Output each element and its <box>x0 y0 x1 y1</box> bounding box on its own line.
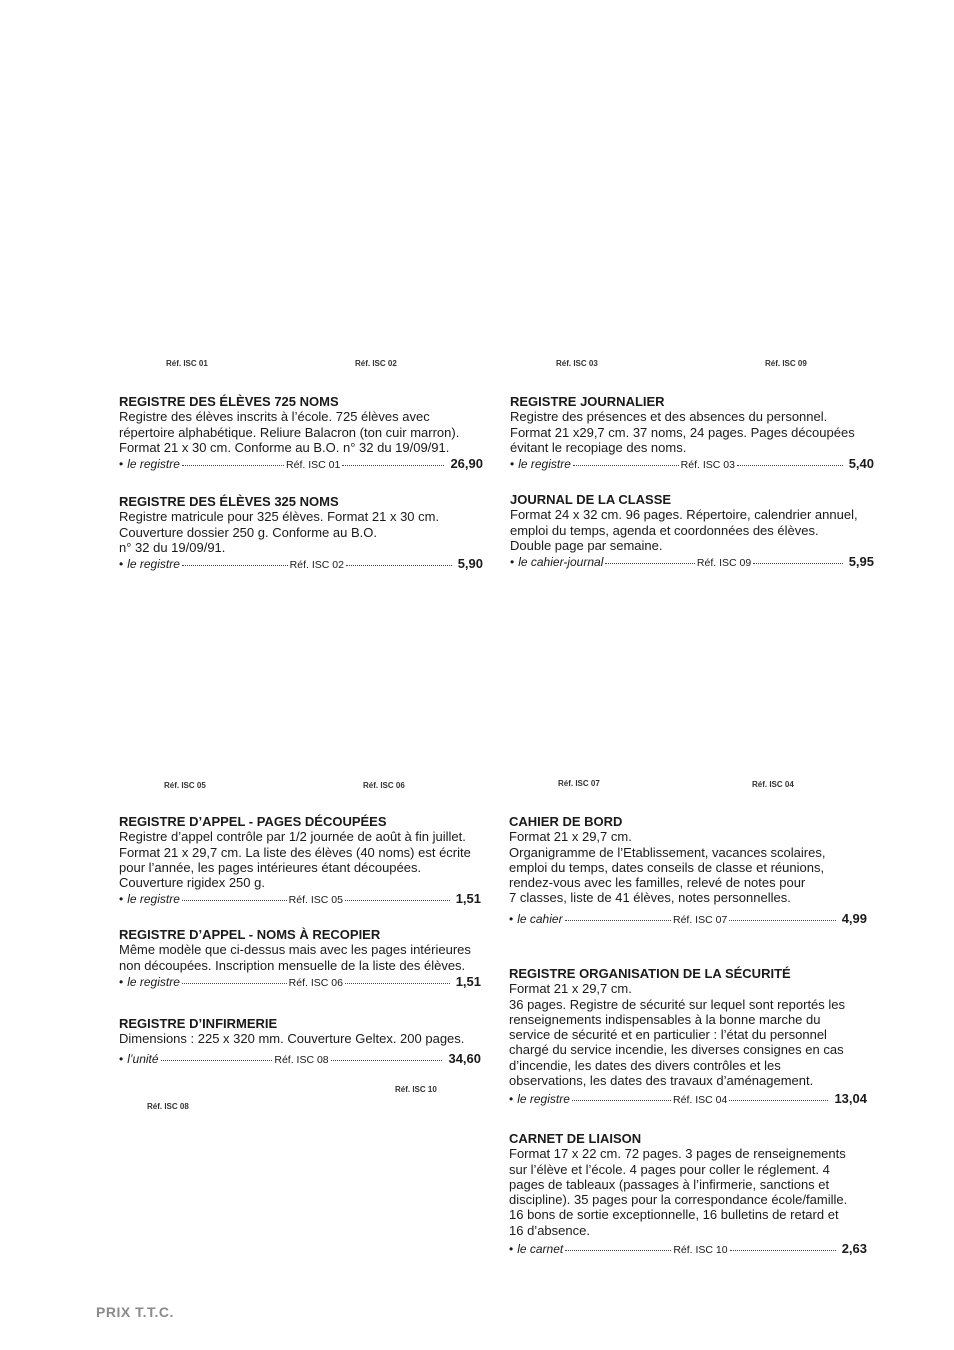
dot-leader <box>565 1250 671 1251</box>
dot-leader <box>342 465 444 466</box>
product-ref: Réf. ISC 05 <box>288 894 343 907</box>
bullet: • <box>119 1051 124 1066</box>
bullet: • <box>510 555 515 570</box>
product-price: 5,90 <box>457 556 484 572</box>
product-price: 5,95 <box>848 554 874 570</box>
product-ref: Réf. ISC 06 <box>288 976 343 989</box>
product-title: REGISTRE ORGANISATION DE LA SÉCURITÉ <box>509 966 791 981</box>
product-description: Format 21 x 29,7 cm. 36 pages. Registre de sécurité sur lequel sont reportés les renseignements indispensables à la bonne marche du service de sécurité et en particulier : l’état du personnel chargé du service incendie, les diverses consignes en cas d’incendie, les dates des divers contrôles et les observations, les dates des travaux d’aménagement. <box>509 981 846 1089</box>
product-ref: Réf. ISC 07 <box>672 913 728 926</box>
product-title: REGISTRE DES ÉLÈVES 325 NOMS <box>119 494 339 509</box>
product-unit: le carnet <box>517 1242 564 1257</box>
product-title: REGISTRE D’APPEL - NOMS À RECOPIER <box>119 927 381 942</box>
product-ref: Réf. ISC 09 <box>696 557 752 570</box>
product-price: 1,51 <box>455 973 482 989</box>
dot-leader <box>182 465 284 466</box>
dot-leader <box>345 983 450 984</box>
dot-leader <box>182 983 287 984</box>
price-line <box>119 891 481 908</box>
product-description: Registre d’appel contrôle par 1/2 journée de août à fin juillet. Format 21 x 29,7 cm. La liste des élèves (40 noms) est écrite pour l’année, les pages intérieures étant découpées. Couverture rigidex 250 g. <box>119 829 471 891</box>
image-ref-label: Réf. ISC 07 <box>558 779 600 788</box>
dot-leader <box>605 563 695 564</box>
image-ref-label: Réf. ISC 04 <box>752 780 794 789</box>
product-price: 13,04 <box>834 1091 867 1107</box>
bullet: • <box>119 457 124 472</box>
product-description: Format 21 x 29,7 cm. Organigramme de l’Etablissement, vacances scolaires, emploi du temps, dates conseils de classe et réunions, rendez-vous avec les familles, relevé de notes pour 7 classes, liste de 41 élèves, notes personnelles. <box>509 829 826 906</box>
image-ref-label: Réf. ISC 05 <box>164 781 206 790</box>
product-price: 4,99 <box>841 910 867 926</box>
product-unit: l’unité <box>127 1051 159 1066</box>
product-unit: le registre <box>127 457 180 472</box>
dot-leader <box>729 920 835 921</box>
dot-leader <box>161 1060 273 1061</box>
product-title: CARNET DE LIAISON <box>509 1131 642 1146</box>
dot-leader <box>730 1250 836 1251</box>
dot-leader <box>572 1100 671 1101</box>
product-unit: le registre <box>127 892 180 907</box>
image-ref-label: Réf. ISC 01 <box>166 359 208 368</box>
price-line <box>119 456 483 473</box>
image-ref-label: Réf. ISC 03 <box>556 359 598 368</box>
product-ref: Réf. ISC 10 <box>673 1244 728 1257</box>
bullet: • <box>119 974 124 989</box>
dot-leader <box>346 565 452 566</box>
product-price: 34,60 <box>448 1050 482 1066</box>
bullet: • <box>509 1242 514 1257</box>
product-block <box>119 814 481 909</box>
price-line <box>510 554 874 571</box>
product-ref: Réf. ISC 02 <box>289 559 344 572</box>
product-title: JOURNAL DE LA CLASSE <box>510 492 672 507</box>
image-ref-label: Réf. ISC 08 <box>147 1102 189 1111</box>
dot-leader <box>182 900 287 901</box>
bullet: • <box>119 892 124 907</box>
dot-leader <box>565 920 671 921</box>
product-description: Registre des présences et des absences du personnel. Format 21 x29,7 cm. 37 noms, 24 pages. Pages découpées évitant le recopiage des noms. <box>510 409 855 455</box>
product-unit: le registre <box>127 557 180 572</box>
product-unit: le cahier <box>517 911 563 926</box>
product-description: Format 17 x 22 cm. 72 pages. 3 pages de renseignements sur l’élève et l’école. 4 pages pour coller le réglement. 4 pages de tableaux (passages à l’infirmerie, sanctions et discipline). 35 pages pour la correspondance école/famille. 16 bons de sortie exceptionnelle, 16 bulletins de retard et 16 d’absence. <box>509 1146 848 1238</box>
product-block <box>119 394 483 473</box>
image-ref-label: Réf. ISC 10 <box>395 1085 437 1094</box>
product-price: 1,51 <box>455 891 482 907</box>
dot-leader <box>753 563 843 564</box>
price-footer: PRIX T.T.C. <box>96 1304 174 1320</box>
product-description: Registre des élèves inscrits à l’école. 725 élèves avec répertoire alphabétique. Reliure Balacron (ton cuir marron). Format 21 x 30 cm. Conforme au B.O. n° 32 du 19/09/91. <box>119 409 460 455</box>
product-title: REGISTRE D’INFIRMERIE <box>119 1016 278 1031</box>
price-line <box>119 974 481 991</box>
price-line <box>510 456 874 473</box>
product-block <box>119 927 481 991</box>
product-block <box>509 966 867 1109</box>
price-line <box>509 1241 867 1258</box>
bullet: • <box>509 1092 514 1107</box>
product-unit: le cahier-journal <box>518 555 604 570</box>
product-title: REGISTRE JOURNALIER <box>510 394 665 409</box>
product-price: 5,40 <box>848 456 875 472</box>
product-description: Registre matricule pour 325 élèves. Format 21 x 30 cm. Couverture dossier 250 g. Conforme au B.O. n° 32 du 19/09/91. <box>119 509 440 555</box>
product-ref: Réf. ISC 01 <box>286 459 341 472</box>
product-title: REGISTRE DES ÉLÈVES 725 NOMS <box>119 394 339 409</box>
product-block <box>509 814 867 928</box>
bullet: • <box>509 911 514 926</box>
dot-leader <box>573 465 679 466</box>
product-block <box>510 394 874 473</box>
product-unit: le registre <box>518 457 571 472</box>
dot-leader <box>182 565 288 566</box>
product-ref: Réf. ISC 03 <box>680 459 735 472</box>
product-block <box>509 1131 867 1258</box>
dot-leader <box>345 900 450 901</box>
image-ref-label: Réf. ISC 02 <box>355 359 397 368</box>
product-unit: le registre <box>127 974 180 989</box>
product-unit: le registre <box>517 1092 570 1107</box>
product-block <box>119 494 483 573</box>
dot-leader <box>331 1060 443 1061</box>
price-line <box>119 556 483 573</box>
product-block <box>510 492 874 571</box>
bullet: • <box>510 457 515 472</box>
product-block <box>119 1016 481 1068</box>
image-ref-label: Réf. ISC 09 <box>765 359 807 368</box>
bullet: • <box>119 557 124 572</box>
product-price: 2,63 <box>841 1241 868 1257</box>
image-ref-label: Réf. ISC 06 <box>363 781 405 790</box>
price-line <box>509 1091 867 1108</box>
product-description: Dimensions : 225 x 320 mm. Couverture Geltex. 200 pages. <box>119 1031 465 1047</box>
dot-leader <box>729 1100 828 1101</box>
dot-leader <box>737 465 843 466</box>
product-title: CAHIER DE BORD <box>509 814 623 829</box>
price-line <box>119 1051 481 1068</box>
product-ref: Réf. ISC 04 <box>673 1094 728 1107</box>
product-title: REGISTRE D’APPEL - PAGES DÉCOUPÉES <box>119 814 387 829</box>
product-description: Format 24 x 32 cm. 96 pages. Répertoire, calendrier annuel, emploi du temps, agenda et coordonnées des élèves. Double page par semaine. <box>510 507 858 553</box>
product-price: 26,90 <box>450 456 483 472</box>
product-ref: Réf. ISC 08 <box>274 1053 329 1066</box>
price-line <box>509 911 867 928</box>
product-description: Même modèle que ci-dessus mais avec les pages intérieures non découpées. Inscription mensuelle de la liste des élèves. <box>119 942 471 973</box>
